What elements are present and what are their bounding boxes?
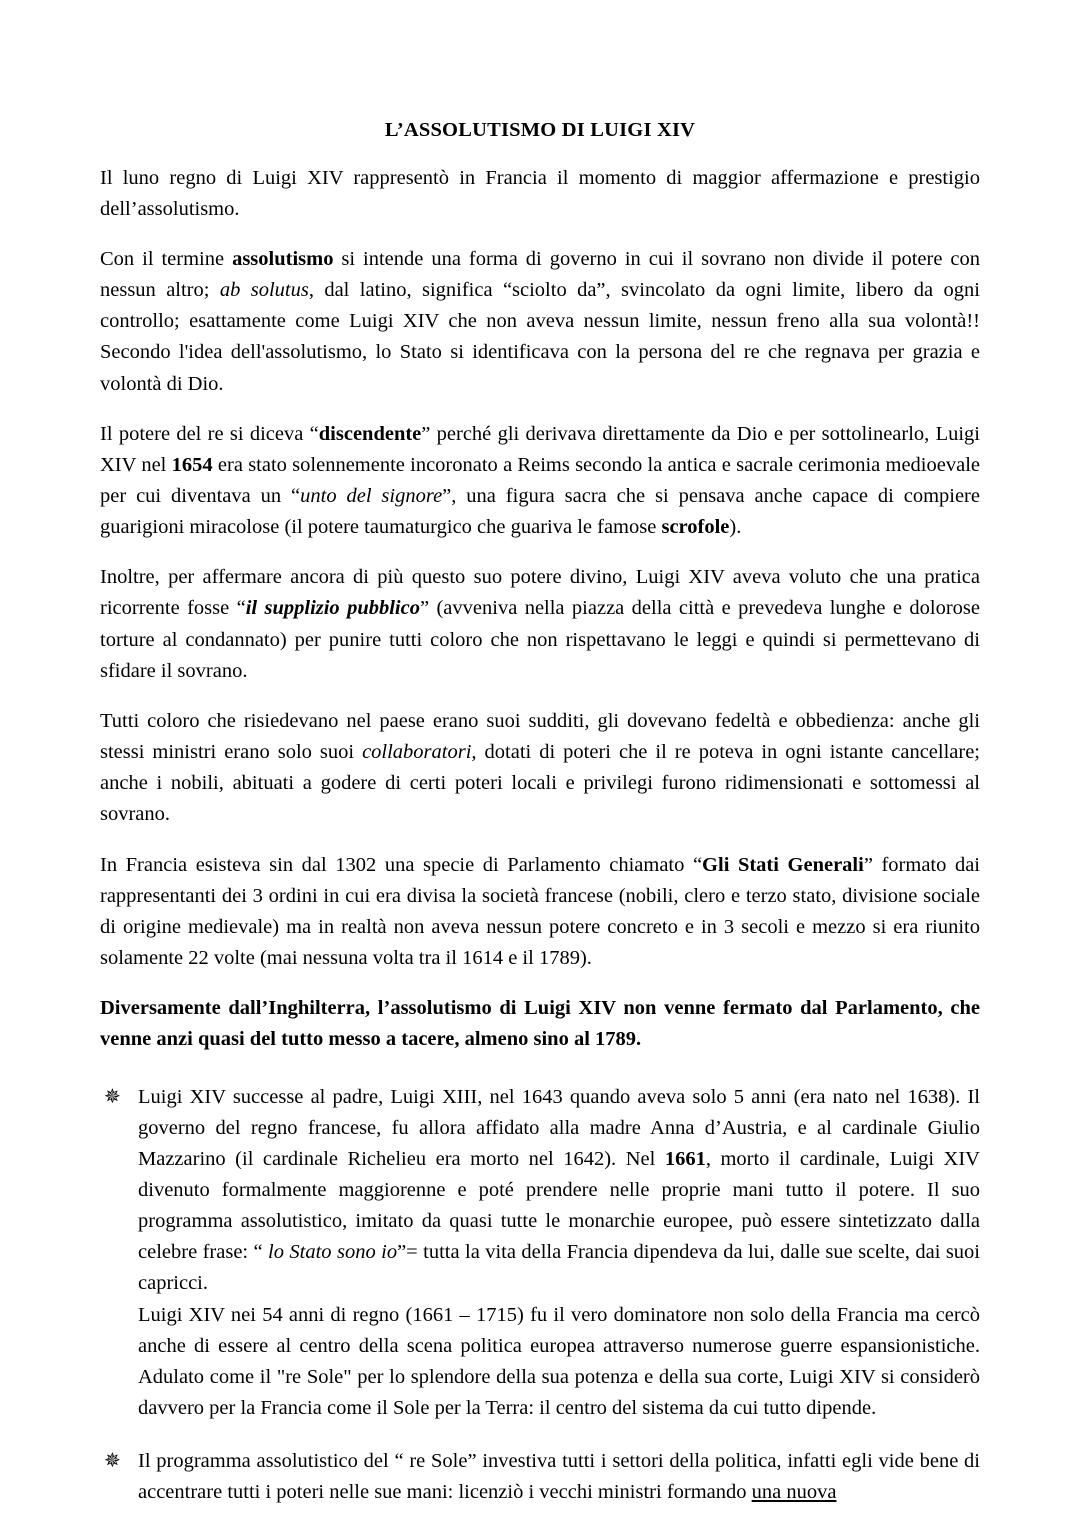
page-title: L’ASSOLUTISMO DI LUIGI XIV: [384, 119, 696, 141]
text-segment: , morto il cardinale, Luigi XIV divenuto formalmente maggiorenne e poté prendere nelle proprie mani tutto il potere. Il suo programma assolutistico, imitato da quasi tutte le monarchie europee, può essere sintetizzato dalla celebre frase: “: [138, 1147, 980, 1264]
paragraph-supplizio-pubblico: [100, 562, 980, 687]
text-segment: Inoltre, per affermare ancora di più questo suo potere divino, Luigi XIV aveva voluto che una pratica ricorrente fosse “: [100, 566, 980, 620]
emphasis-lo-stato-sono-io: lo Stato sono io: [268, 1241, 398, 1264]
text-segment: In Francia esisteva sin dal 1302 una specie di Parlamento chiamato “: [100, 853, 703, 876]
text-segment: Diversamente dall’Inghilterra, l’assolutismo di Luigi XIV non venne fermato dal Parlamento, che venne anzi quasi del tutto messo a tacere, almeno sino al 1789.: [100, 997, 980, 1051]
paragraph-assolutismo-definition: [100, 244, 980, 400]
text-segment: Il potere del re si diceva “: [100, 422, 319, 445]
text-segment: Tutti coloro che risiedevano nel paese erano suoi sudditi, gli dovevano fedeltà e obbedienza: anche gli stessi ministri erano solo suoi: [100, 709, 980, 764]
text-segment: dotati di poteri che il re poteva in ogni istante cancellare; anche i nobili, abituati a godere di certi poteri locali e privilegi furono ridimensionati e sottomessi al sovrano.: [100, 741, 981, 826]
emphasis-una-nuova: una nuova: [751, 1481, 837, 1504]
text-segment: ”, una figura sacra che si pensava anche capace di compiere guarigioni miracolose (il potere taumaturgico che guariva le famose: [100, 485, 980, 539]
emphasis-assolutismo: assolutismo: [232, 247, 334, 270]
text-segment: Con il termine: [100, 247, 233, 270]
paragraph-stati-generali: [100, 850, 980, 975]
asterisk-bullet-icon: ✵: [104, 1083, 121, 1108]
emphasis-supplizio-pubblico: il supplizio pubblico: [245, 597, 420, 620]
text-segment: Luigi XIV successe al padre, Luigi XIII, nel 1643 quando aveva solo 5 anni (era nato nel 1638). Il governo del regno francese, fu allora affidato alla madre Anna d’Austria, e al cardinale Giulio Mazzarino (il cardinale Richelieu era morto nel 1642). Nel: [138, 1085, 980, 1170]
asterisk-bullet-icon: ✵: [104, 1448, 121, 1473]
text-segment: si intende una forma di governo in cui il sovrano non divide il potere con nessun altro;: [100, 247, 980, 302]
paragraph-potere-discendente: [100, 419, 980, 544]
paragraph-sudditi: [100, 706, 980, 831]
emphasis-collaboratori: collaboratori,: [362, 741, 477, 764]
list-item: [100, 1082, 980, 1425]
paragraph-intro-text: Il luno regno di Luigi XIV rappresentò in Francia il momento di maggior affermazione e prestigio dell’assolutismo.: [100, 166, 980, 220]
paragraph-intro: [100, 163, 980, 225]
emphasis-unto-del-signore: unto del signore: [300, 485, 443, 507]
text-segment: ” (avveniva nella piazza della città e prevedeva lunghe e dolorose torture al condannato) per punire tutti coloro che non rispettavano le leggi e quindi si permettevano di sfidare il sovrano.: [100, 597, 980, 682]
emphasis-scrofole: scrofole: [661, 516, 730, 539]
emphasis-discendente: discendente: [318, 422, 422, 445]
list-item-block-a: [138, 1446, 980, 1508]
emphasis-ab-solutus: ab solutus: [219, 279, 309, 302]
list-item-block-b: Luigi XIV nei 54 anni di regno (1661 – 1715) fu il vero dominatore non solo della Francia ma cercò anche di essere al centro della scena politica europea attraverso numerose guerre espansionistiche. Adulato come il "re Sole" per lo splendore della sua potenza e della sua corte, Luigi XIV si considerò davvero per la Francia come il Sole per la Terra: il centro del sistema da cui tutto dipende.: [138, 1303, 980, 1420]
bullet-list: [100, 1082, 980, 1509]
paragraph-conclusione-parlamento: [100, 993, 980, 1055]
text-segment: Il programma assolutistico del “ re Sole” investiva tutti i settori della politica, infatti egli vide bene di accentrare tutti i poteri nelle sue mani: licenziò i vecchi ministri formando: [138, 1450, 980, 1504]
text-segment: era stato solennemente incoronato a Reims secondo la antica e sacrale cerimonia medioevale per cui diventava un “: [100, 453, 980, 507]
text-segment: , dal latino, significa “sciolto da”, svincolato da ogni limite, libero da ogni controllo; esattamente come Luigi XIV che non aveva nessun limite, nessun freno alla sua volontà!! Secondo l'idea dell'assolutismo, lo Stato si identificava con la persona del re che regnava per grazia e volontà di Dio.: [100, 279, 980, 395]
text-segment: ” perché gli derivava direttamente da Dio e per sottolinearlo, Luigi XIV nel: [100, 422, 980, 476]
text-segment: ” formato dai rappresentanti dei 3 ordini in cui era divisa la società francese (nobili, clero e terzo stato, divisione sociale di origine medievale) ma in realtà non aveva nessun potere concreto e in 3 secoli e mezzo si era riunito solamente 22 volte (mai nessuna volta tra il 1614 e il 1789).: [100, 853, 980, 970]
list-item-block-a: [138, 1082, 980, 1300]
list-item: [100, 1446, 980, 1508]
emphasis-year-1661: 1661: [664, 1147, 706, 1170]
text-segment: ”= tutta la vita della Francia dipendeva da lui, dalle sue scelte, dai suoi capricci.: [138, 1241, 980, 1295]
text-segment: ).: [729, 516, 742, 539]
emphasis-gli-stati-generali: Gli Stati Generali: [702, 853, 864, 876]
emphasis-year-1654: 1654: [171, 453, 213, 476]
